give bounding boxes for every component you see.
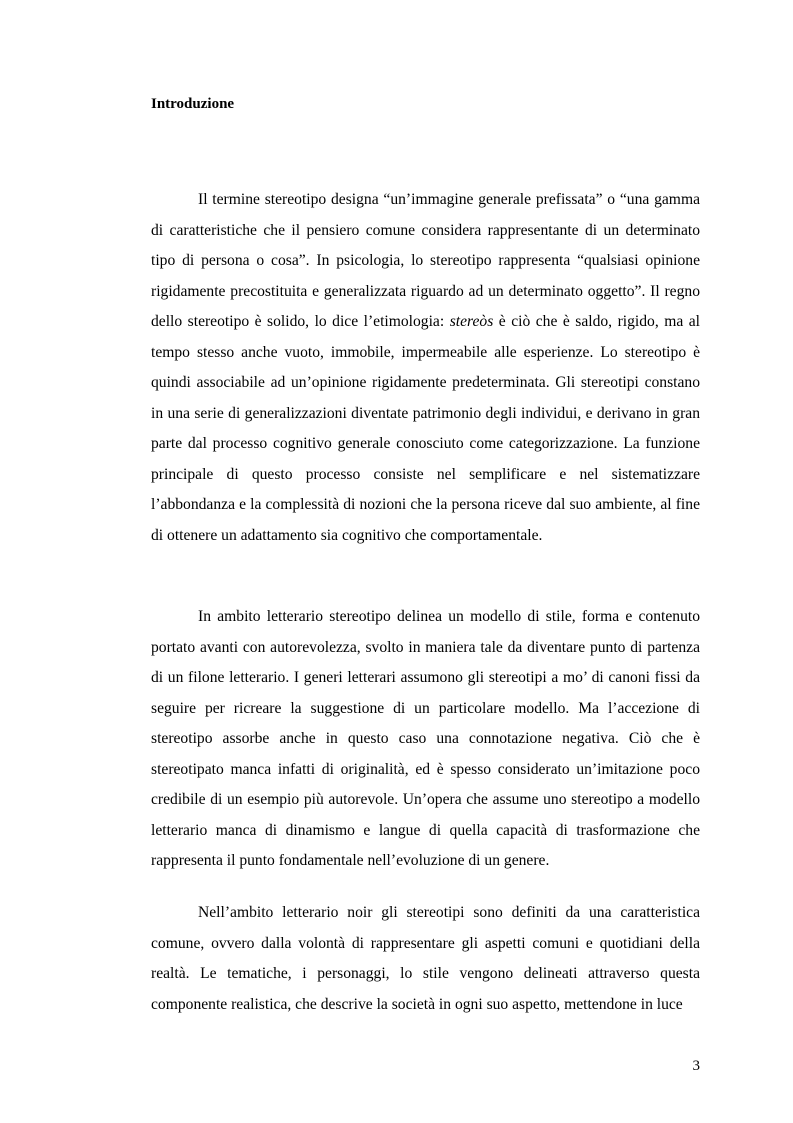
paragraph-2 [151, 602, 700, 877]
section-heading: Introduzione [151, 96, 235, 112]
paragraph-1-text-start: Il termine stereotipo designa “un’immagine generale prefissata” o “una gamma di caratteristiche che il pensiero comune considera rappresentante di un determinato tipo di persona o cosa”. In psicologia, lo stereotipo rappresenta “qualsiasi opinione rigidamente precostituita e generalizzata riguardo ad un determinato oggetto”. Il regno dello stereotipo è solido, lo dice l’etimologia: [151, 191, 700, 330]
paragraph-1-text [151, 185, 700, 551]
paragraph-1 [151, 185, 700, 551]
paragraph-3 [151, 898, 700, 1020]
paragraph-1-text-end: è ciò che è saldo, rigido, ma al tempo stesso anche vuoto, immobile, impermeabile alle esperienze. Lo stereotipo è quindi associabile ad un’opinione rigidamente predeterminata. Gli stereotipi constano in una serie di generalizzazioni diventate patrimonio degli individui, e derivano in gran parte dal processo cognitivo generale conosciuto come categorizzazione. La funzione principale di questo processo consiste nel semplificare e nel sistematizzare l’abbondanza e la complessità di nozioni che la persona riceve dal suo ambiente, al fine di ottenere un adattamento sia cognitivo che comportamentale. [151, 313, 700, 544]
etymology-term: stereòs [449, 313, 494, 330]
paragraph-3-text: Nell’ambito letterario noir gli stereotipi sono definiti da una caratteristica comune, ovvero dalla volontà di rappresentare gli aspetti comuni e quotidiani della realtà. Le tematiche, i personaggi, lo stile vengono delineati attraverso questa componente realistica, che descrive la società in ogni suo aspetto, mettendone in luce [151, 904, 700, 1013]
paragraph-2-text: In ambito letterario stereotipo delinea un modello di stile, forma e contenuto portato avanti con autorevolezza, svolto in maniera tale da diventare punto di partenza di un filone letterario. I generi letterari assumono gli stereotipi a mo’ di canoni fissi da seguire per ricreare la suggestione di un particolare modello. Ma l’accezione di stereotipo assorbe anche in questo caso una connotazione negativa. Ciò che è stereotipato manca infatti di originalità, ed è spesso considerato un’imitazione poco credibile di un esempio più autorevole. Un’opera che assume uno stereotipo a modello letterario manca di dinamismo e langue di quella capacità di trasformazione che rappresenta il punto fondamentale nell’evoluzione di un genere. [151, 608, 700, 869]
page-number: 3 [692, 1058, 700, 1074]
